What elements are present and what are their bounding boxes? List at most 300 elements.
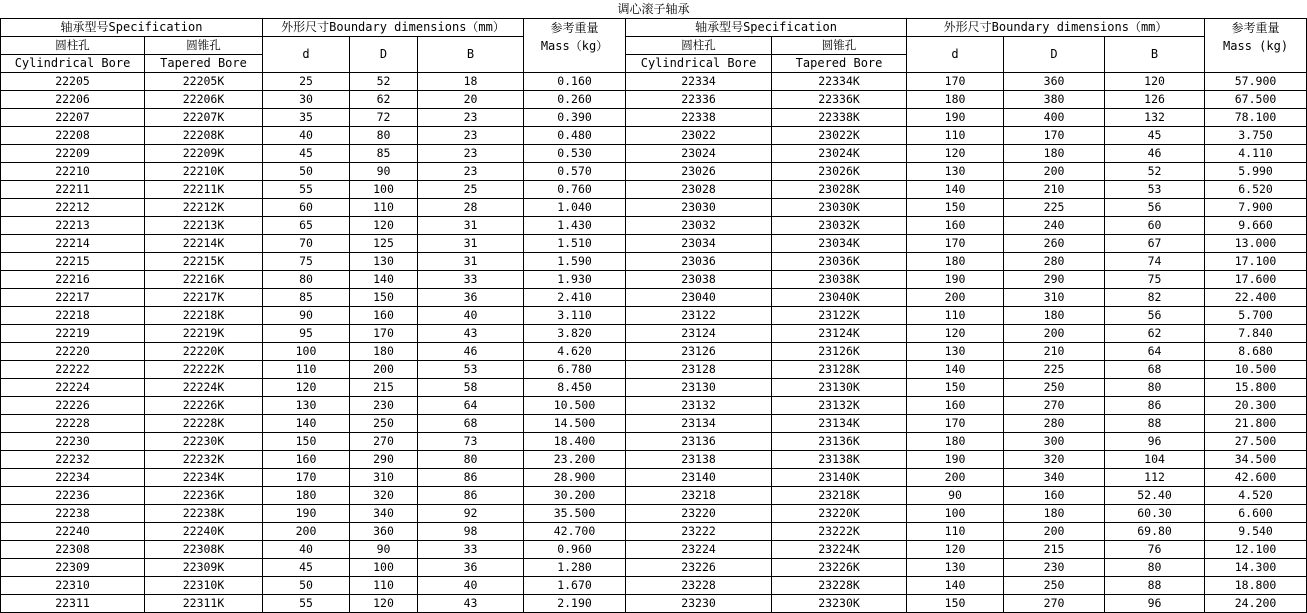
d-left-cell: 150 [263, 433, 350, 451]
d-right-cell: 130 [907, 343, 1004, 361]
cylindrical-bore-left-cell: 22206 [1, 91, 145, 109]
d-right-cell: 140 [907, 577, 1004, 595]
B-right-cell: 53 [1105, 181, 1205, 199]
mass-header-left-en: Mass（kg） [540, 39, 609, 53]
D-left-cell: 310 [350, 469, 418, 487]
d-right-cell: 190 [907, 271, 1004, 289]
mass-right-cell: 4.520 [1205, 487, 1307, 505]
B-left-cell: 53 [418, 361, 524, 379]
cylindrical-bore-right-cell: 23220 [626, 505, 772, 523]
D-right-cell: 270 [1004, 595, 1105, 613]
D-right-cell: 200 [1004, 523, 1105, 541]
d-right-cell: 120 [907, 541, 1004, 559]
mass-right-cell: 24.200 [1205, 595, 1307, 613]
d-right-cell: 150 [907, 595, 1004, 613]
D-left-cell: 230 [350, 397, 418, 415]
mass-left-cell: 1.510 [524, 235, 626, 253]
tapered-bore-right-cell: 23140K [772, 469, 907, 487]
mass-left-cell: 2.410 [524, 289, 626, 307]
d-right-cell: 120 [907, 145, 1004, 163]
d-right-cell: 170 [907, 235, 1004, 253]
mass-left-cell: 0.960 [524, 541, 626, 559]
D-left-cell: 85 [350, 145, 418, 163]
D-left-cell: 320 [350, 487, 418, 505]
B-right-cell: 62 [1105, 325, 1205, 343]
mass-header-left [524, 19, 626, 73]
tapered-bore-left-cell: 22234K [145, 469, 263, 487]
mass-right-cell: 27.500 [1205, 433, 1307, 451]
cylindrical-bore-right-cell: 23132 [626, 397, 772, 415]
mass-left-cell: 30.200 [524, 487, 626, 505]
d-left-cell: 75 [263, 253, 350, 271]
d-left-cell: 40 [263, 541, 350, 559]
tapered-bore-right-cell: 23036K [772, 253, 907, 271]
col-d-right: d [907, 37, 1004, 73]
tapered-bore-right-cell: 23220K [772, 505, 907, 523]
tapered-bore-left-cell: 22207K [145, 109, 263, 127]
d-left-cell: 200 [263, 523, 350, 541]
cyl-bore-cn-left: 圆柱孔 [1, 37, 145, 55]
mass-right-cell: 17.600 [1205, 271, 1307, 289]
cylindrical-bore-right-cell: 23138 [626, 451, 772, 469]
d-right-cell: 120 [907, 325, 1004, 343]
mass-left-cell: 14.500 [524, 415, 626, 433]
D-left-cell: 125 [350, 235, 418, 253]
D-left-cell: 200 [350, 361, 418, 379]
D-left-cell: 160 [350, 307, 418, 325]
d-left-cell: 130 [263, 397, 350, 415]
mass-right-cell: 6.600 [1205, 505, 1307, 523]
mass-left-cell: 0.160 [524, 73, 626, 91]
D-left-cell: 130 [350, 253, 418, 271]
D-right-cell: 230 [1004, 559, 1105, 577]
tapered-bore-left-cell: 22240K [145, 523, 263, 541]
D-left-cell: 360 [350, 523, 418, 541]
d-left-cell: 90 [263, 307, 350, 325]
B-right-cell: 60 [1105, 217, 1205, 235]
B-left-cell: 58 [418, 379, 524, 397]
B-right-cell: 74 [1105, 253, 1205, 271]
d-right-cell: 110 [907, 127, 1004, 145]
mass-left-cell: 8.450 [524, 379, 626, 397]
tapered-bore-left-cell: 22219K [145, 325, 263, 343]
B-left-cell: 23 [418, 127, 524, 145]
D-left-cell: 250 [350, 415, 418, 433]
D-right-cell: 225 [1004, 361, 1105, 379]
mass-right-cell: 17.100 [1205, 253, 1307, 271]
mass-right-cell: 9.540 [1205, 523, 1307, 541]
mass-left-cell: 0.760 [524, 181, 626, 199]
d-right-cell: 100 [907, 505, 1004, 523]
tapered-bore-right-cell: 23030K [772, 199, 907, 217]
D-left-cell: 150 [350, 289, 418, 307]
tapered-bore-left-cell: 22228K [145, 415, 263, 433]
B-left-cell: 80 [418, 451, 524, 469]
tapered-bore-left-cell: 22238K [145, 505, 263, 523]
D-left-cell: 90 [350, 163, 418, 181]
col-B-left: B [418, 37, 524, 73]
cyl-bore-en-left: Cylindrical Bore [1, 55, 145, 73]
d-right-cell: 180 [907, 253, 1004, 271]
mass-right-cell: 13.000 [1205, 235, 1307, 253]
cylindrical-bore-right-cell: 23230 [626, 595, 772, 613]
tapered-bore-right-cell: 23218K [772, 487, 907, 505]
D-left-cell: 270 [350, 433, 418, 451]
d-right-cell: 170 [907, 73, 1004, 91]
col-d-left: d [263, 37, 350, 73]
mass-left-cell: 0.480 [524, 127, 626, 145]
cylindrical-bore-right-cell: 23124 [626, 325, 772, 343]
tapered-bore-right-cell: 23136K [772, 433, 907, 451]
B-right-cell: 132 [1105, 109, 1205, 127]
table-row [1, 577, 1307, 595]
table-row [1, 289, 1307, 307]
cylindrical-bore-left-cell: 22217 [1, 289, 145, 307]
table-row [1, 109, 1307, 127]
D-right-cell: 250 [1004, 577, 1105, 595]
tapered-bore-right-cell: 23026K [772, 163, 907, 181]
tapered-bore-right-cell: 23124K [772, 325, 907, 343]
mass-right-cell: 14.300 [1205, 559, 1307, 577]
d-left-cell: 50 [263, 163, 350, 181]
cylindrical-bore-right-cell: 23036 [626, 253, 772, 271]
spec-header-left: 轴承型号Specification [1, 19, 263, 37]
tapered-bore-right-cell: 23032K [772, 217, 907, 235]
D-left-cell: 180 [350, 343, 418, 361]
cylindrical-bore-right-cell: 23122 [626, 307, 772, 325]
D-left-cell: 120 [350, 217, 418, 235]
cylindrical-bore-left-cell: 22207 [1, 109, 145, 127]
cyl-bore-en-right: Cylindrical Bore [626, 55, 772, 73]
D-right-cell: 180 [1004, 505, 1105, 523]
tapered-bore-left-cell: 22206K [145, 91, 263, 109]
mass-right-cell: 6.520 [1205, 181, 1307, 199]
table-row [1, 271, 1307, 289]
d-left-cell: 30 [263, 91, 350, 109]
B-right-cell: 86 [1105, 397, 1205, 415]
D-right-cell: 210 [1004, 181, 1105, 199]
table-row [1, 415, 1307, 433]
mass-right-cell: 42.600 [1205, 469, 1307, 487]
B-right-cell: 60.30 [1105, 505, 1205, 523]
col-B-right: B [1105, 37, 1205, 73]
tapered-bore-right-cell: 23224K [772, 541, 907, 559]
table-row [1, 127, 1307, 145]
B-right-cell: 46 [1105, 145, 1205, 163]
B-right-cell: 67 [1105, 235, 1205, 253]
B-left-cell: 40 [418, 577, 524, 595]
mass-right-cell: 21.800 [1205, 415, 1307, 433]
mass-left-cell: 1.430 [524, 217, 626, 235]
tapered-bore-right-cell: 23034K [772, 235, 907, 253]
tapered-bore-right-cell: 22336K [772, 91, 907, 109]
cylindrical-bore-right-cell: 23226 [626, 559, 772, 577]
table-row [1, 469, 1307, 487]
B-right-cell: 76 [1105, 541, 1205, 559]
cylindrical-bore-right-cell: 23218 [626, 487, 772, 505]
B-right-cell: 80 [1105, 559, 1205, 577]
dims-header-left: 外形尺寸Boundary dimensions（mm） [263, 19, 524, 37]
cylindrical-bore-left-cell: 22309 [1, 559, 145, 577]
tapered-bore-left-cell: 22230K [145, 433, 263, 451]
D-right-cell: 310 [1004, 289, 1105, 307]
D-left-cell: 52 [350, 73, 418, 91]
D-right-cell: 280 [1004, 415, 1105, 433]
d-left-cell: 35 [263, 109, 350, 127]
d-left-cell: 140 [263, 415, 350, 433]
B-right-cell: 64 [1105, 343, 1205, 361]
D-right-cell: 320 [1004, 451, 1105, 469]
tap-bore-cn-right: 圆锥孔 [772, 37, 907, 55]
d-left-cell: 120 [263, 379, 350, 397]
d-right-cell: 130 [907, 559, 1004, 577]
cylindrical-bore-left-cell: 22236 [1, 487, 145, 505]
tapered-bore-left-cell: 22222K [145, 361, 263, 379]
tapered-bore-right-cell: 23130K [772, 379, 907, 397]
cylindrical-bore-right-cell: 23222 [626, 523, 772, 541]
d-right-cell: 160 [907, 217, 1004, 235]
table-row [1, 523, 1307, 541]
cylindrical-bore-left-cell: 22219 [1, 325, 145, 343]
cyl-bore-cn-right: 圆柱孔 [626, 37, 772, 55]
B-left-cell: 43 [418, 325, 524, 343]
D-right-cell: 250 [1004, 379, 1105, 397]
B-left-cell: 86 [418, 487, 524, 505]
d-left-cell: 95 [263, 325, 350, 343]
d-left-cell: 190 [263, 505, 350, 523]
cylindrical-bore-right-cell: 23030 [626, 199, 772, 217]
B-right-cell: 126 [1105, 91, 1205, 109]
table-row [1, 199, 1307, 217]
d-left-cell: 100 [263, 343, 350, 361]
cylindrical-bore-right-cell: 23130 [626, 379, 772, 397]
B-right-cell: 56 [1105, 199, 1205, 217]
B-left-cell: 36 [418, 559, 524, 577]
tapered-bore-left-cell: 22220K [145, 343, 263, 361]
mass-left-cell: 1.670 [524, 577, 626, 595]
mass-left-cell: 28.900 [524, 469, 626, 487]
cylindrical-bore-right-cell: 23022 [626, 127, 772, 145]
B-left-cell: 31 [418, 235, 524, 253]
tapered-bore-left-cell: 22215K [145, 253, 263, 271]
table-row [1, 505, 1307, 523]
table-row [1, 181, 1307, 199]
D-left-cell: 110 [350, 199, 418, 217]
B-right-cell: 88 [1105, 415, 1205, 433]
tapered-bore-left-cell: 22311K [145, 595, 263, 613]
d-right-cell: 200 [907, 469, 1004, 487]
B-right-cell: 45 [1105, 127, 1205, 145]
d-right-cell: 190 [907, 109, 1004, 127]
cylindrical-bore-left-cell: 22234 [1, 469, 145, 487]
mass-left-cell: 1.930 [524, 271, 626, 289]
d-right-cell: 150 [907, 199, 1004, 217]
col-D-left: D [350, 37, 418, 73]
d-right-cell: 170 [907, 415, 1004, 433]
mass-left-cell: 1.280 [524, 559, 626, 577]
B-left-cell: 36 [418, 289, 524, 307]
table-row [1, 217, 1307, 235]
cylindrical-bore-left-cell: 22310 [1, 577, 145, 595]
bearing-spec-table [0, 18, 1307, 613]
mass-right-cell: 20.300 [1205, 397, 1307, 415]
d-left-cell: 110 [263, 361, 350, 379]
B-left-cell: 31 [418, 253, 524, 271]
mass-right-cell: 15.800 [1205, 379, 1307, 397]
D-right-cell: 380 [1004, 91, 1105, 109]
mass-left-cell: 0.390 [524, 109, 626, 127]
d-right-cell: 140 [907, 181, 1004, 199]
tapered-bore-left-cell: 22310K [145, 577, 263, 595]
mass-right-cell: 12.100 [1205, 541, 1307, 559]
table-row [1, 397, 1307, 415]
B-left-cell: 28 [418, 199, 524, 217]
table-row [1, 595, 1307, 613]
tapered-bore-left-cell: 22217K [145, 289, 263, 307]
D-left-cell: 72 [350, 109, 418, 127]
mass-left-cell: 2.190 [524, 595, 626, 613]
cylindrical-bore-left-cell: 22230 [1, 433, 145, 451]
B-left-cell: 43 [418, 595, 524, 613]
page-title: 调心滚子轴承 [617, 2, 690, 16]
B-left-cell: 40 [418, 307, 524, 325]
D-right-cell: 200 [1004, 163, 1105, 181]
d-right-cell: 140 [907, 361, 1004, 379]
d-left-cell: 80 [263, 271, 350, 289]
D-left-cell: 290 [350, 451, 418, 469]
mass-left-cell: 42.700 [524, 523, 626, 541]
tapered-bore-left-cell: 22308K [145, 541, 263, 559]
cylindrical-bore-right-cell: 23136 [626, 433, 772, 451]
D-right-cell: 225 [1004, 199, 1105, 217]
mass-left-cell: 10.500 [524, 397, 626, 415]
tapered-bore-left-cell: 22212K [145, 199, 263, 217]
tapered-bore-left-cell: 22209K [145, 145, 263, 163]
B-right-cell: 56 [1105, 307, 1205, 325]
table-row [1, 541, 1307, 559]
cylindrical-bore-right-cell: 23028 [626, 181, 772, 199]
B-right-cell: 88 [1105, 577, 1205, 595]
mass-right-cell: 18.800 [1205, 577, 1307, 595]
cylindrical-bore-right-cell: 22338 [626, 109, 772, 127]
mass-header-right-en: Mass (kg) [1223, 39, 1289, 53]
cylindrical-bore-left-cell: 22311 [1, 595, 145, 613]
d-right-cell: 90 [907, 487, 1004, 505]
cylindrical-bore-left-cell: 22209 [1, 145, 145, 163]
mass-left-cell: 0.260 [524, 91, 626, 109]
mass-right-cell: 7.840 [1205, 325, 1307, 343]
tapered-bore-right-cell: 23228K [772, 577, 907, 595]
table-row [1, 343, 1307, 361]
cylindrical-bore-left-cell: 22215 [1, 253, 145, 271]
mass-right-cell: 5.990 [1205, 163, 1307, 181]
B-right-cell: 104 [1105, 451, 1205, 469]
cylindrical-bore-right-cell: 23024 [626, 145, 772, 163]
mass-right-cell: 34.500 [1205, 451, 1307, 469]
mass-left-cell: 23.200 [524, 451, 626, 469]
cylindrical-bore-left-cell: 22208 [1, 127, 145, 145]
tap-bore-en-left: Tapered Bore [145, 55, 263, 73]
d-left-cell: 45 [263, 145, 350, 163]
mass-left-cell: 3.110 [524, 307, 626, 325]
B-right-cell: 68 [1105, 361, 1205, 379]
D-left-cell: 100 [350, 181, 418, 199]
mass-right-cell: 22.400 [1205, 289, 1307, 307]
cylindrical-bore-left-cell: 22308 [1, 541, 145, 559]
tapered-bore-right-cell: 22334K [772, 73, 907, 91]
mass-left-cell: 0.570 [524, 163, 626, 181]
tapered-bore-left-cell: 22224K [145, 379, 263, 397]
table-row [1, 91, 1307, 109]
d-left-cell: 25 [263, 73, 350, 91]
tapered-bore-right-cell: 23028K [772, 181, 907, 199]
table-row [1, 487, 1307, 505]
mass-right-cell: 78.100 [1205, 109, 1307, 127]
D-right-cell: 360 [1004, 73, 1105, 91]
tapered-bore-right-cell: 23230K [772, 595, 907, 613]
tapered-bore-right-cell: 23226K [772, 559, 907, 577]
D-left-cell: 100 [350, 559, 418, 577]
D-right-cell: 170 [1004, 127, 1105, 145]
dims-header-right: 外形尺寸Boundary dimensions（mm） [907, 19, 1205, 37]
mass-left-cell: 4.620 [524, 343, 626, 361]
cylindrical-bore-left-cell: 22222 [1, 361, 145, 379]
cylindrical-bore-right-cell: 23224 [626, 541, 772, 559]
B-left-cell: 23 [418, 145, 524, 163]
d-right-cell: 150 [907, 379, 1004, 397]
mass-right-cell: 5.700 [1205, 307, 1307, 325]
cylindrical-bore-left-cell: 22224 [1, 379, 145, 397]
tapered-bore-right-cell: 23040K [772, 289, 907, 307]
tapered-bore-left-cell: 22211K [145, 181, 263, 199]
B-left-cell: 98 [418, 523, 524, 541]
table-row [1, 235, 1307, 253]
B-left-cell: 23 [418, 109, 524, 127]
B-right-cell: 96 [1105, 433, 1205, 451]
D-right-cell: 340 [1004, 469, 1105, 487]
mass-right-cell: 57.900 [1205, 73, 1307, 91]
B-right-cell: 75 [1105, 271, 1205, 289]
B-left-cell: 20 [418, 91, 524, 109]
cylindrical-bore-left-cell: 22226 [1, 397, 145, 415]
D-left-cell: 90 [350, 541, 418, 559]
col-D-right: D [1004, 37, 1105, 73]
cylindrical-bore-left-cell: 22212 [1, 199, 145, 217]
D-right-cell: 215 [1004, 541, 1105, 559]
cylindrical-bore-left-cell: 22216 [1, 271, 145, 289]
d-left-cell: 60 [263, 199, 350, 217]
D-right-cell: 400 [1004, 109, 1105, 127]
mass-left-cell: 35.500 [524, 505, 626, 523]
table-row [1, 325, 1307, 343]
D-right-cell: 260 [1004, 235, 1105, 253]
mass-right-cell: 4.110 [1205, 145, 1307, 163]
cylindrical-bore-left-cell: 22232 [1, 451, 145, 469]
table-body [1, 73, 1307, 613]
B-left-cell: 92 [418, 505, 524, 523]
d-left-cell: 55 [263, 181, 350, 199]
d-left-cell: 180 [263, 487, 350, 505]
table-row [1, 379, 1307, 397]
tapered-bore-left-cell: 22216K [145, 271, 263, 289]
d-right-cell: 110 [907, 307, 1004, 325]
mass-left-cell: 3.820 [524, 325, 626, 343]
B-left-cell: 23 [418, 163, 524, 181]
tapered-bore-left-cell: 22232K [145, 451, 263, 469]
d-right-cell: 200 [907, 289, 1004, 307]
cylindrical-bore-left-cell: 22213 [1, 217, 145, 235]
B-right-cell: 96 [1105, 595, 1205, 613]
